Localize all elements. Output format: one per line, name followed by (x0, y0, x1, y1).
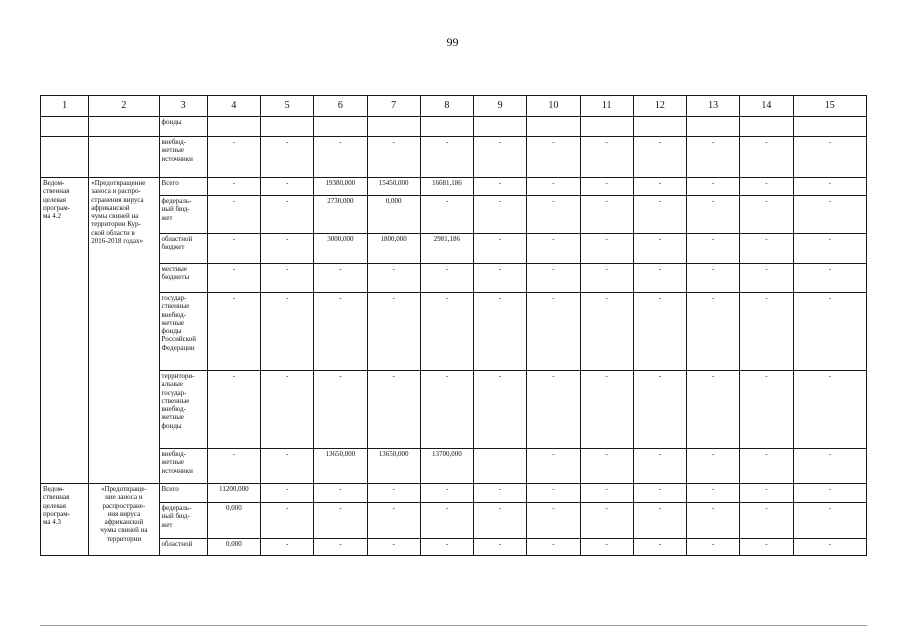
value-cell: - (687, 178, 740, 196)
program-description: «Предотвращение заноса и распро- странения вируса африканской чумы свиней на территории Кур- ской области в 2016-2018 годах» (89, 178, 159, 484)
value-cell: - (261, 449, 314, 484)
column-header: 5 (261, 96, 314, 117)
source-label: федераль- ный бюд- жет (159, 196, 207, 234)
value-cell: - (793, 503, 866, 539)
value-cell: - (314, 539, 367, 556)
value-cell: - (367, 293, 420, 371)
value-cell: - (474, 137, 527, 178)
value-cell: - (207, 178, 260, 196)
value-cell: 13700,000 (420, 449, 473, 484)
value-cell: - (527, 234, 580, 264)
budget-table (40, 95, 867, 556)
value-cell: - (527, 371, 580, 449)
source-label: областной бюджет (159, 234, 207, 264)
value-cell: 16681,186 (420, 178, 473, 196)
value-cell: - (261, 484, 314, 503)
value-cell: - (474, 371, 527, 449)
value-cell: - (633, 449, 686, 484)
value-cell: - (367, 503, 420, 539)
column-header: 15 (793, 96, 866, 117)
value-cell: - (580, 449, 633, 484)
value-cell: - (633, 293, 686, 371)
value-cell: - (314, 293, 367, 371)
value-cell: - (314, 503, 367, 539)
value-cell: - (633, 234, 686, 264)
value-cell: - (580, 503, 633, 539)
program-name: Ведом- ственная целевая програм- ма 4.3 (41, 484, 89, 556)
value-cell: - (687, 449, 740, 484)
table-row (41, 117, 867, 137)
value-cell: - (314, 264, 367, 293)
header-row (41, 96, 867, 117)
value-cell: - (580, 234, 633, 264)
value-cell: 2981,186 (420, 234, 473, 264)
value-cell: - (740, 484, 793, 503)
value-cell (474, 449, 527, 484)
column-header: 11 (580, 96, 633, 117)
column-header: 3 (159, 96, 207, 117)
value-cell: - (261, 264, 314, 293)
value-cell: - (793, 293, 866, 371)
value-cell: - (740, 178, 793, 196)
value-cell: - (633, 539, 686, 556)
value-cell: - (474, 293, 527, 371)
value-cell: - (793, 484, 866, 503)
value-cell: - (580, 371, 633, 449)
value-cell: - (474, 234, 527, 264)
value-cell: - (740, 234, 793, 264)
table-row (41, 178, 867, 196)
description-cell (89, 137, 159, 178)
column-header: 6 (314, 96, 367, 117)
value-cell: - (420, 137, 473, 178)
value-cell: - (367, 137, 420, 178)
value-cell: 0,000 (367, 196, 420, 234)
value-cell: - (527, 293, 580, 371)
value-cell: - (261, 196, 314, 234)
column-header: 7 (367, 96, 420, 117)
value-cell: - (420, 293, 473, 371)
value-cell: - (740, 449, 793, 484)
value-cell: - (740, 196, 793, 234)
value-cell: - (687, 484, 740, 503)
value-cell: - (793, 234, 866, 264)
table-row (41, 234, 867, 264)
value-cell: - (580, 137, 633, 178)
value-cell: - (207, 264, 260, 293)
value-cell: - (367, 484, 420, 503)
column-header: 9 (474, 96, 527, 117)
source-label: Всего (159, 178, 207, 196)
program-description: «Предотвраще- ние заноса и распростране- ния вируса африканской чумы свиней на территории (89, 484, 159, 556)
value-cell: - (633, 503, 686, 539)
column-header: 13 (687, 96, 740, 117)
source-label: фонды (159, 117, 207, 137)
value-cell: 13650,000 (367, 449, 420, 484)
value-cell: - (261, 137, 314, 178)
value-cell: - (420, 196, 473, 234)
value-cell: - (420, 264, 473, 293)
value-cell: - (207, 234, 260, 264)
value-cell: - (687, 264, 740, 293)
source-label: Всего (159, 484, 207, 503)
value-cell: - (633, 264, 686, 293)
source-label: внебюд- жетные источники (159, 449, 207, 484)
description-cell (89, 117, 159, 137)
value-cell: 11200,000 (207, 484, 260, 503)
value-cell: - (474, 484, 527, 503)
value-cell: - (527, 264, 580, 293)
value-cell: - (687, 371, 740, 449)
value-cell: 15450,000 (367, 178, 420, 196)
page-number: 99 (446, 35, 459, 49)
source-label: местные бюджеты (159, 264, 207, 293)
value-cell: - (367, 539, 420, 556)
source-label: областной (159, 539, 207, 556)
value-cell: - (207, 137, 260, 178)
column-header: 2 (89, 96, 159, 117)
value-cell: - (633, 137, 686, 178)
table-row (41, 484, 867, 503)
value-cell: - (261, 371, 314, 449)
value-cell: - (580, 293, 633, 371)
value-cell: - (793, 371, 866, 449)
source-label: государ- ственные внебюд- жетные фонды Российской Федерации (159, 293, 207, 371)
value-cell: - (580, 178, 633, 196)
value-cell: 0,000 (207, 539, 260, 556)
value-cell: - (633, 371, 686, 449)
value-cell: - (420, 371, 473, 449)
value-cell: - (314, 371, 367, 449)
column-header: 1 (41, 96, 89, 117)
value-cell: - (687, 539, 740, 556)
value-cell: - (207, 449, 260, 484)
source-label: федераль- ный бюд- жет (159, 503, 207, 539)
column-header: 8 (420, 96, 473, 117)
value-cell: - (687, 137, 740, 178)
value-cell: - (580, 264, 633, 293)
value-cell: - (687, 196, 740, 234)
value-cell: - (793, 449, 866, 484)
table-row (41, 503, 867, 539)
value-cell: - (527, 539, 580, 556)
value-cell: - (367, 371, 420, 449)
value-cell: - (687, 503, 740, 539)
source-label: территори- альные государ- ственные внебюд- жетные фонды (159, 371, 207, 449)
value-cell: - (793, 137, 866, 178)
value-cell: - (527, 449, 580, 484)
value-cell: - (261, 503, 314, 539)
value-cell: - (527, 503, 580, 539)
value-cell: - (420, 539, 473, 556)
value-cell: - (687, 293, 740, 371)
value-cell: - (474, 503, 527, 539)
value-cell: - (367, 264, 420, 293)
column-header: 12 (633, 96, 686, 117)
value-cell: - (580, 196, 633, 234)
value-cell: - (261, 178, 314, 196)
value-cell: - (687, 234, 740, 264)
value-cell: - (793, 196, 866, 234)
value-cell: - (474, 196, 527, 234)
program-name: Ведом- ственная целевая програм- ма 4.2 (41, 178, 89, 484)
value-cell: 0,000 (207, 503, 260, 539)
table-row (41, 264, 867, 293)
value-cell: - (740, 137, 793, 178)
value-cell: 13650,000 (314, 449, 367, 484)
value-cell: - (207, 293, 260, 371)
value-cell: - (793, 264, 866, 293)
value-cell: - (580, 484, 633, 503)
value-cell: 2730,000 (314, 196, 367, 234)
value-cell: - (740, 371, 793, 449)
value-cell: 1800,000 (367, 234, 420, 264)
table-row (41, 539, 867, 556)
value-cell: - (474, 178, 527, 196)
value-cell: - (580, 539, 633, 556)
value-cell: - (793, 178, 866, 196)
value-cell: 19380,000 (314, 178, 367, 196)
program-cell (41, 117, 89, 137)
value-cell: - (474, 539, 527, 556)
table-row (41, 196, 867, 234)
page-bottom-rule (40, 625, 867, 626)
value-cell: - (740, 293, 793, 371)
value-cell: - (261, 234, 314, 264)
table-row (41, 449, 867, 484)
value-cell: - (420, 503, 473, 539)
value-cell: - (261, 539, 314, 556)
value-cell: - (527, 196, 580, 234)
value-cell: - (207, 371, 260, 449)
value-cell: - (633, 196, 686, 234)
table-row (41, 137, 867, 178)
value-cell: - (314, 137, 367, 178)
source-label: внебюд- жетные источники (159, 137, 207, 178)
value-cell: - (527, 137, 580, 178)
program-cell (41, 137, 89, 178)
value-cell: - (474, 264, 527, 293)
column-header: 4 (207, 96, 260, 117)
value-cell: - (793, 539, 866, 556)
value-cell: - (261, 293, 314, 371)
column-header: 10 (527, 96, 580, 117)
table-row (41, 293, 867, 371)
value-cell: 3000,000 (314, 234, 367, 264)
value-cell: - (740, 539, 793, 556)
value-cell: - (314, 484, 367, 503)
value-cell: - (633, 178, 686, 196)
column-header: 14 (740, 96, 793, 117)
value-cell: - (527, 178, 580, 196)
value-cell: - (420, 484, 473, 503)
table-row (41, 371, 867, 449)
value-cell: - (527, 484, 580, 503)
value-cell: - (207, 196, 260, 234)
value-cell: - (740, 264, 793, 293)
value-cell: - (633, 484, 686, 503)
value-cell: - (740, 503, 793, 539)
